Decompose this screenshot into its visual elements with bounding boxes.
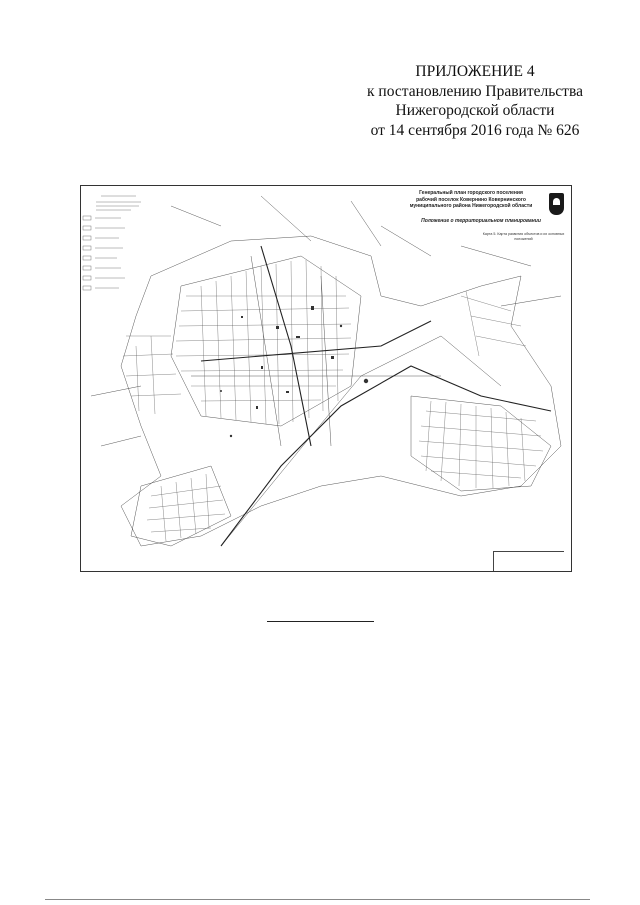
map-title-line-3: муниципального района Нижегородской области — [409, 203, 533, 209]
appendix-line-region: Нижегородской области — [395, 102, 555, 119]
map-title-line-2: рабочий поселок Ковернино Ковернинского — [416, 196, 526, 203]
appendix-number: ПРИЛОЖЕНИЕ 4 — [415, 63, 535, 80]
appendix-line-resolution: к постановлению Правительства — [367, 82, 583, 100]
appendix-header — [340, 62, 610, 140]
map-subtitle: Положение о территориальном планировании — [421, 218, 541, 224]
footer-line — [45, 899, 590, 900]
map-title — [396, 190, 546, 210]
map-title-line-1: Генеральный план городского поселения — [419, 190, 523, 196]
divider-line — [267, 621, 374, 622]
coat-of-arms-icon — [549, 193, 564, 215]
appendix-line-date: от 14 сентября 2016 года № 626 — [370, 121, 580, 139]
title-block-stamp — [493, 551, 564, 572]
map-note: Карта 5. Карта развития объектов и их основных положений — [482, 232, 565, 241]
master-plan-map — [80, 185, 572, 572]
map-legend — [81, 186, 161, 304]
